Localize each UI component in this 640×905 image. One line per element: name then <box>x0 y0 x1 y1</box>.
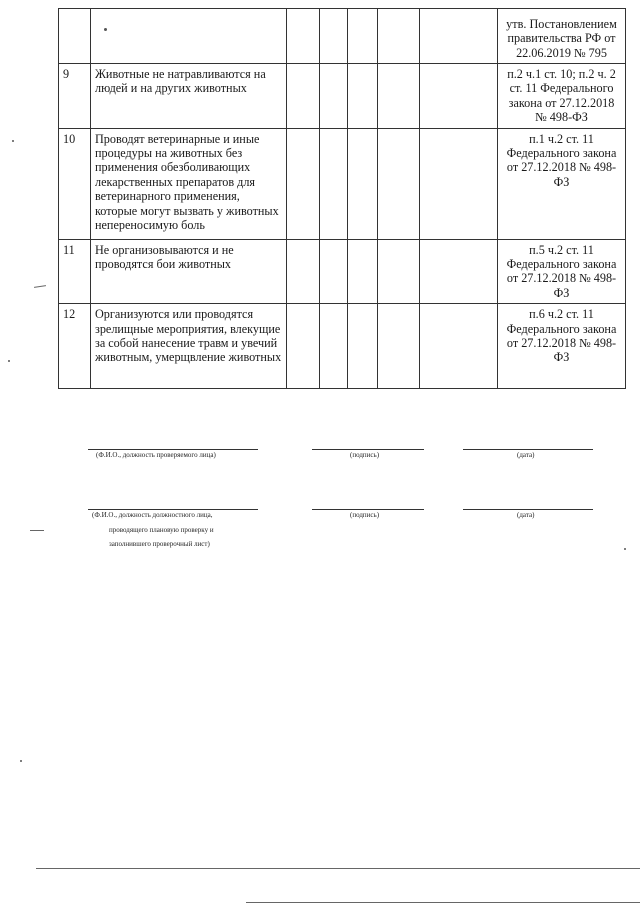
legal-reference-cell: п.2 ч.1 ст. 10; п.2 ч. 2 ст. 11 Федерального закона от 27.12.2018 № 498-ФЗ <box>498 64 626 129</box>
inspector-name-caption <box>92 511 272 550</box>
requirement-cell: Организуются или проводятся зрелищные мероприятия, влекущие за собой нанесение травм и увечий животным, умерщвление животных <box>91 304 287 389</box>
answer-no-cell <box>320 64 348 129</box>
checklist-table <box>58 8 626 389</box>
answer-yes-cell <box>287 9 320 64</box>
scan-speck <box>12 140 14 142</box>
answer-yes-cell <box>287 64 320 129</box>
answer-na-cell <box>348 304 378 389</box>
answer-yes-cell <box>287 239 320 304</box>
comment-cell <box>420 128 498 239</box>
scan-edge-line <box>36 868 640 869</box>
row-number <box>59 9 91 64</box>
answer-yes-cell <box>287 304 320 389</box>
scan-speck <box>104 28 107 31</box>
row-number: 9 <box>59 64 91 129</box>
answer-extra-cell <box>378 128 420 239</box>
scan-speck <box>624 548 626 550</box>
comment-cell <box>420 304 498 389</box>
answer-no-cell <box>320 304 348 389</box>
scan-mark <box>34 285 46 288</box>
requirement-cell: Проводят ветеринарные и иные процедуры на животных без применения обезболивающих лекарственных препаратов для ветеринарного применения, которые могут вызвать у животных непереносимую боль <box>91 128 287 239</box>
scan-edge-line <box>246 902 640 903</box>
table-row <box>59 304 626 389</box>
row-number: 11 <box>59 239 91 304</box>
inspector-caption-line-1: (Ф.И.О., должность должностного лица, <box>92 511 213 519</box>
inspected-signature-caption: (подпись) <box>350 451 380 459</box>
inspector-date-line[interactable] <box>463 509 593 510</box>
comment-cell <box>420 9 498 64</box>
answer-na-cell <box>348 128 378 239</box>
table-row <box>59 128 626 239</box>
table-row <box>59 239 626 304</box>
inspector-signature-caption: (подпись) <box>350 511 380 519</box>
scan-mark <box>30 530 44 531</box>
row-number: 10 <box>59 128 91 239</box>
row-number: 12 <box>59 304 91 389</box>
inspected-name-caption: (Ф.И.О., должность проверяемого лица) <box>96 451 216 459</box>
answer-na-cell <box>348 9 378 64</box>
scan-speck <box>20 760 22 762</box>
answer-extra-cell <box>378 9 420 64</box>
answer-no-cell <box>320 128 348 239</box>
inspected-signature-line[interactable] <box>312 449 424 450</box>
requirement-cell: Животные не натравливаются на людей и на других животных <box>91 64 287 129</box>
inspector-name-line[interactable] <box>88 509 258 510</box>
table-row <box>59 64 626 129</box>
requirement-cell <box>91 9 287 64</box>
inspected-name-line[interactable] <box>88 449 258 450</box>
inspected-date-line[interactable] <box>463 449 593 450</box>
scan-speck <box>8 360 10 362</box>
legal-reference-cell: утв. Постановлением правительства РФ от 22.06.2019 № 795 <box>498 9 626 64</box>
answer-extra-cell <box>378 64 420 129</box>
inspected-date-caption: (дата) <box>517 451 535 459</box>
requirement-cell: Не организовываются и не проводятся бои животных <box>91 239 287 304</box>
inspector-caption-line-2: проводящего плановую проверку и <box>109 525 214 534</box>
table-row <box>59 9 626 64</box>
answer-no-cell <box>320 239 348 304</box>
legal-reference-cell: п.6 ч.2 ст. 11 Федерального закона от 27.12.2018 № 498-ФЗ <box>498 304 626 389</box>
answer-extra-cell <box>378 304 420 389</box>
inspector-signature-line[interactable] <box>312 509 424 510</box>
comment-cell <box>420 64 498 129</box>
answer-no-cell <box>320 9 348 64</box>
legal-reference-cell: п.5 ч.2 ст. 11 Федерального закона от 27.12.2018 № 498-ФЗ <box>498 239 626 304</box>
inspector-caption-line-3: заполнившего проверочный лист) <box>109 540 210 548</box>
answer-na-cell <box>348 64 378 129</box>
legal-reference-cell: п.1 ч.2 ст. 11 Федерального закона от 27.12.2018 № 498-ФЗ <box>498 128 626 239</box>
comment-cell <box>420 239 498 304</box>
answer-na-cell <box>348 239 378 304</box>
answer-yes-cell <box>287 128 320 239</box>
inspector-date-caption: (дата) <box>517 511 535 519</box>
answer-extra-cell <box>378 239 420 304</box>
